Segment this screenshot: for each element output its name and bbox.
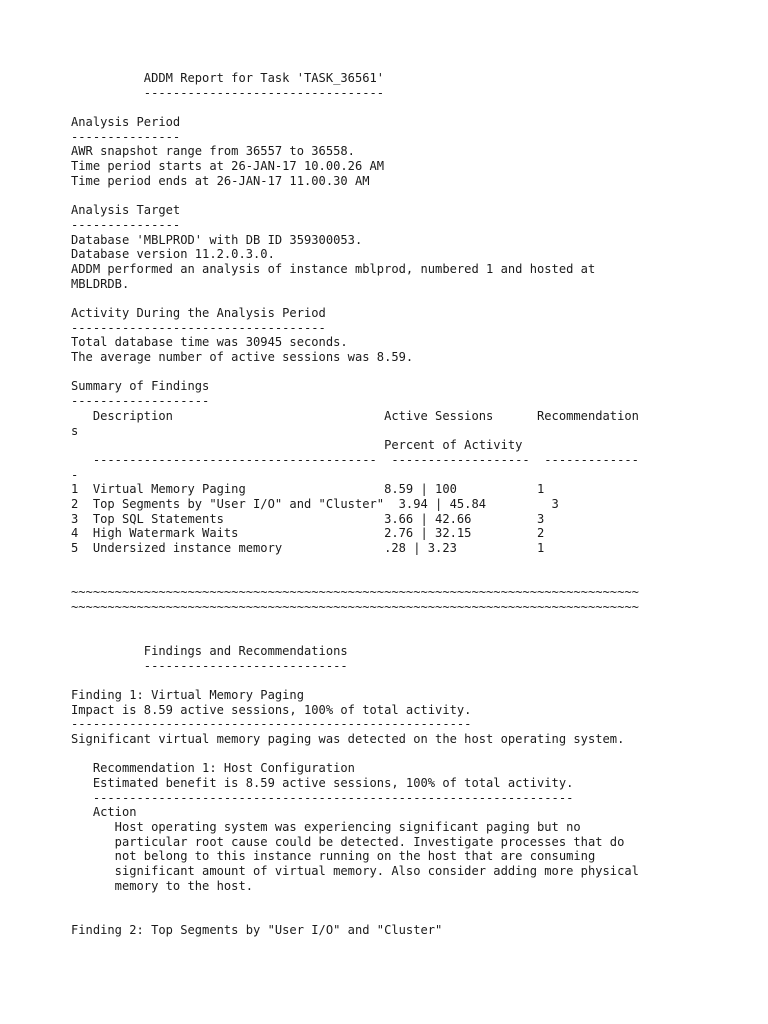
report-line: s: [71, 423, 79, 438]
report-line: Activity During the Analysis Period: [71, 306, 326, 320]
report-line: Finding 2: Top Segments by "User I/O" and "Cluster": [71, 922, 443, 937]
report-line: [71, 189, 639, 204]
report-line: --------------------------------------- ------------------- -------------: [71, 452, 639, 467]
report-line: -------------------------------------------------------: [71, 717, 472, 732]
addm-report-text: [71, 71, 639, 938]
report-line: ~~~~~~~~~~~~~~~~~~~~~~~~~~~~~~~~~~~~~~~~~~~~~~~~~~~~~~~~~~~~~~~~~~~~~~~~~~~~~~: [71, 599, 639, 614]
report-line: The average number of active sessions was 8.59.: [71, 350, 414, 365]
report-line: memory to the host.: [71, 878, 254, 893]
report-line: -: [71, 467, 79, 482]
report-line: Description Active Sessions Recommendation: [71, 408, 639, 423]
report-line: Database 'MBLPROD' with DB ID 359300053.: [71, 232, 363, 247]
report-line: Estimated benefit is 8.59 active sessions, 100% of total activity.: [71, 776, 574, 790]
report-line: Analysis Target: [71, 203, 181, 218]
report-line: ----------------------------: [71, 658, 348, 673]
report-line: ---------------------------------: [71, 85, 385, 100]
report-line: [71, 894, 639, 909]
report-line: Recommendation 1: Host Configuration: [71, 761, 355, 776]
report-line: Findings and Recommendations: [71, 643, 348, 658]
report-line: Summary of Findings: [71, 379, 210, 394]
report-line: significant amount of virtual memory. Also consider adding more physical: [71, 864, 639, 879]
report-line: ---------------: [71, 129, 181, 144]
report-line: 5 Undersized instance memory .28 | 3.23 1: [71, 541, 545, 555]
report-line: Impact is 8.59 active sessions, 100% of total activity.: [71, 702, 472, 717]
report-line: Significant virtual memory paging was detected on the host operating system.: [71, 731, 625, 746]
report-line: 4 High Watermark Waits 2.76 | 32.15 2: [71, 526, 545, 541]
report-line: [71, 747, 639, 762]
report-line: [71, 556, 639, 571]
report-line: MBLDRDB.: [71, 276, 130, 291]
report-line: Action: [71, 805, 137, 820]
report-line: ADDM Report for Task 'TASK_36561': [71, 71, 385, 85]
report-line: 3 Top SQL Statements 3.66 | 42.66 3: [71, 511, 545, 526]
report-line: 2 Top Segments by "User I/O" and "Cluster" 3.94 | 45.84 3: [71, 496, 559, 511]
report-line: Analysis Period: [71, 115, 181, 130]
report-line: -------------------: [71, 394, 210, 409]
report-line: Time period ends at 26-JAN-17 11.00.30 AM: [71, 173, 370, 188]
report-line: Percent of Activity: [71, 438, 523, 453]
report-line: [71, 908, 639, 923]
report-line: Host operating system was experiencing significant paging but no: [71, 820, 581, 835]
report-line: Total database time was 30945 seconds.: [71, 335, 348, 350]
report-line: ~~~~~~~~~~~~~~~~~~~~~~~~~~~~~~~~~~~~~~~~~~~~~~~~~~~~~~~~~~~~~~~~~~~~~~~~~~~~~~: [71, 585, 639, 600]
report-line: Finding 1: Virtual Memory Paging: [71, 687, 304, 702]
report-line: ---------------: [71, 217, 181, 232]
report-line: Time period starts at 26-JAN-17 10.00.26 AM: [71, 159, 385, 174]
report-line: 1 Virtual Memory Paging 8.59 | 100 1: [71, 482, 545, 497]
report-line: -----------------------------------: [71, 320, 326, 335]
report-line: [71, 100, 639, 115]
report-line: ADDM performed an analysis of instance mblprod, numbered 1 and hosted at: [71, 261, 596, 276]
report-line: [71, 365, 639, 380]
report-line: ------------------------------------------------------------------: [71, 790, 574, 805]
report-line: not belong to this instance running on the host that are consuming: [71, 849, 596, 864]
report-line: [71, 614, 639, 629]
report-line: [71, 570, 639, 585]
report-line: Database version 11.2.0.3.0.: [71, 247, 275, 262]
report-line: particular root cause could be detected. Investigate processes that do: [71, 834, 625, 849]
report-line: [71, 291, 639, 306]
report-line: AWR snapshot range from 36557 to 36558.: [71, 144, 355, 159]
report-line: [71, 673, 639, 688]
report-line: [71, 629, 639, 644]
